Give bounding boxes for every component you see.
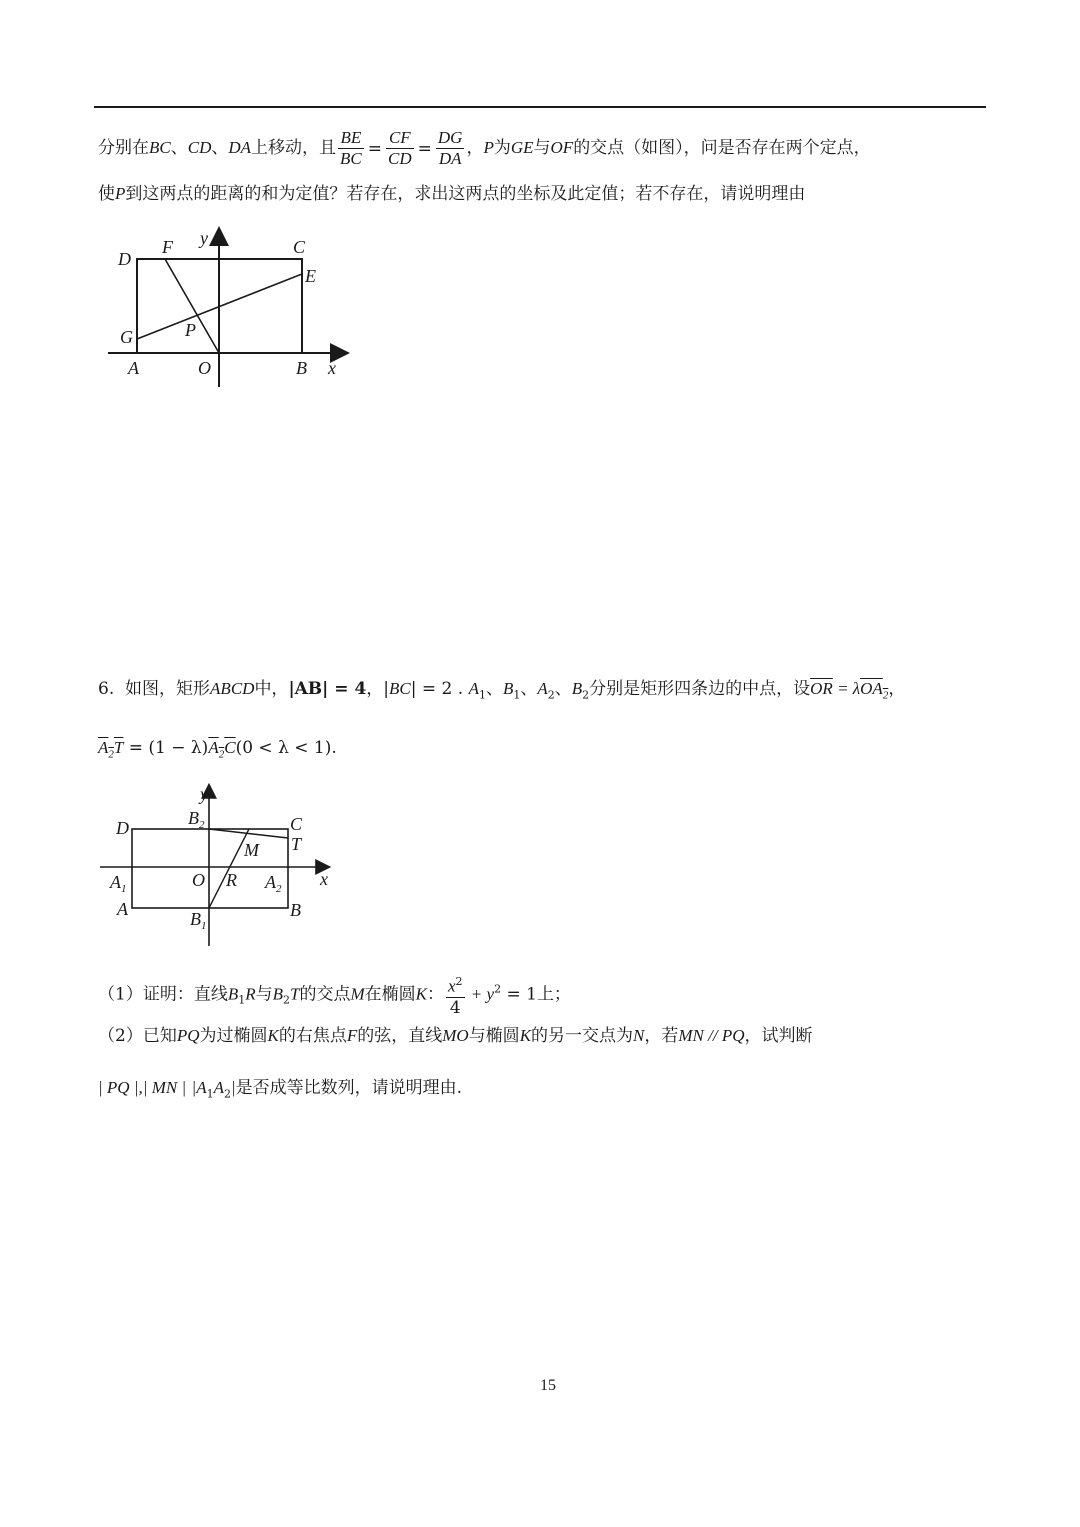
label-a2: $A_2$ <box>265 872 282 895</box>
p6-line2: $A_2T = (1 - \lambda)A_2C(0 < \lambda < 1)$. <box>98 738 337 761</box>
page-number: 15 <box>540 1377 556 1394</box>
p5-line2: 使P到这两点的距离的和为定值？若存在，求出这两点的坐标及此定值；若不存在，请说明理由 <box>98 184 806 204</box>
label-m: M <box>244 840 259 860</box>
label-a: A <box>128 358 139 378</box>
label-o: O <box>198 358 211 378</box>
label-o: O <box>192 870 205 890</box>
label-b2: $B_2$ <box>188 808 205 831</box>
label-p: P <box>185 320 196 340</box>
rectangle-figure-1 <box>100 222 360 392</box>
label-a: A <box>117 899 128 919</box>
rectangle-abcd <box>132 829 288 908</box>
p5-line1: 分别在BC、CD、DA上移动，且 $\frac{BE}{BC}$ = $\frac{CF}{CD}$ = $\frac{DG}{DA}$ ，P为GE与OF的交点（如图），问是否存在两个定点， <box>98 128 871 168</box>
header-rule <box>94 106 986 108</box>
fraction-x2-over-4: $\frac{x^2}{4}$ <box>446 972 465 1018</box>
fraction-be-bc: $\frac{BE}{BC}$ <box>340 128 362 168</box>
label-b: B <box>290 900 301 920</box>
p6-part2: （2）已知PQ为过椭圆K的右焦点F的弦，直线MO与椭圆K的另一交点为N，若MN // PQ，试判断 <box>98 1026 813 1046</box>
label-a1: $A_1$ <box>110 872 127 895</box>
label-d: D <box>116 818 129 838</box>
label-g: G <box>120 327 133 347</box>
label-b: B <box>296 358 307 378</box>
fraction-cf-cd: $\frac{CF}{CD}$ <box>388 128 412 168</box>
label-e: E <box>305 266 316 286</box>
label-r: R <box>226 870 237 890</box>
p6-part1: （1）证明：直线$B_1R$与$B_2T$的交点M在椭圆K： $\frac{x^2}{4}$ + $y^2 = 1$上； <box>98 972 571 1018</box>
label-f: F <box>162 237 173 257</box>
label-y: y <box>200 228 208 248</box>
label-c: C <box>293 237 306 257</box>
label-x: x <box>328 358 336 378</box>
line-b1r <box>209 829 249 908</box>
label-d: D <box>118 249 131 269</box>
fraction-dg-da: $\frac{DG}{DA}$ <box>437 128 463 168</box>
p6-line1: 6. 如图，矩形ABCD中，|AB| = 4，|BC| = 2 . $A_1$、$B_1$、$A_2$、$B_2$分别是矩形四条边的中点，设$\overline{OR} = \lambda OA_2$， <box>98 679 906 702</box>
rectangle-figure-2 <box>96 778 346 950</box>
label-x: x <box>320 869 328 889</box>
label-y: y <box>200 784 208 804</box>
label-t: T <box>291 834 302 854</box>
label-b1: $B_1$ <box>190 909 207 932</box>
p6-part3: | PQ |,| MN | $|A_1A_2|$是否成等比数列，请说明理由. <box>98 1078 463 1101</box>
label-c: C <box>290 814 303 834</box>
